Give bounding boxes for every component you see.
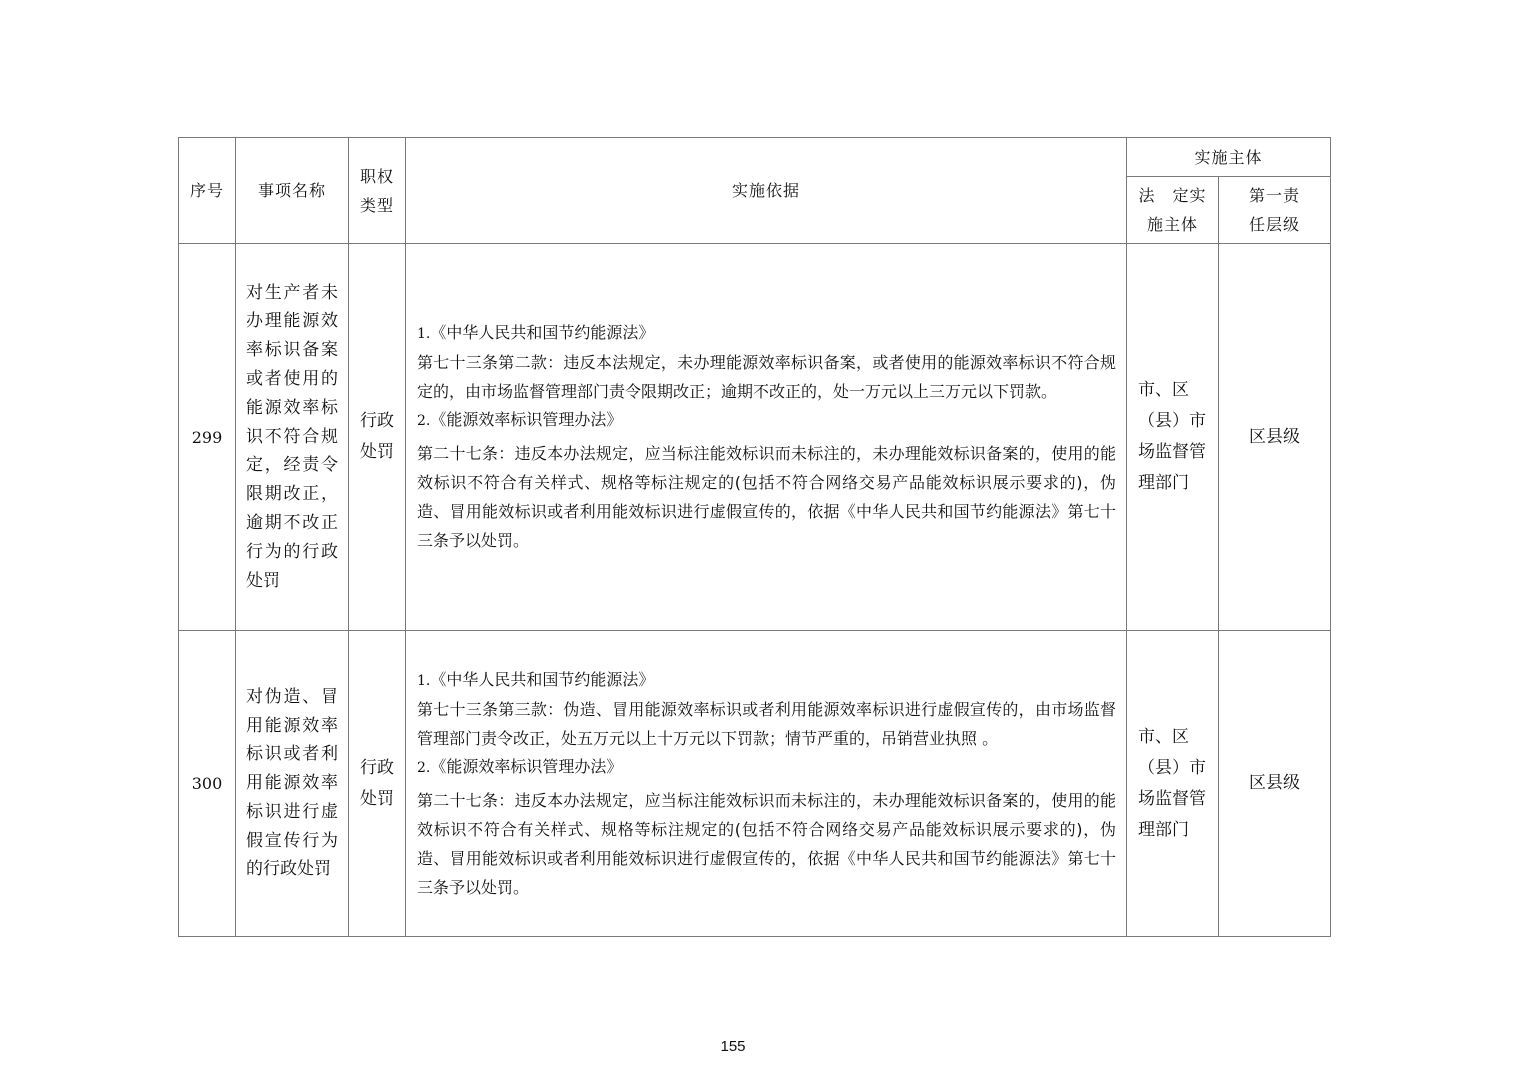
- header-first-level: 第一责任层级: [1219, 177, 1331, 244]
- header-basis: 实施依据: [406, 138, 1127, 244]
- row-legal-subject: 市、区（县）市场监督管理部门: [1127, 244, 1219, 631]
- header-type: 职权类型: [349, 138, 406, 244]
- row-first-level: 区县级: [1219, 631, 1331, 937]
- row-power-type: 行政处罚: [349, 631, 406, 937]
- row-first-level: 区县级: [1219, 244, 1331, 631]
- enforcement-table: [178, 137, 1331, 937]
- row-seq: 299: [179, 244, 236, 631]
- basis-law-title: 2.《能源效率标识管理办法》: [417, 410, 623, 429]
- row-basis: [406, 244, 1127, 631]
- row-seq: 300: [179, 631, 236, 937]
- row-power-type: 行政处罚: [349, 244, 406, 631]
- header-legal-subject: 法 定实施主体: [1127, 177, 1219, 244]
- header-seq: 序号: [179, 138, 236, 244]
- header-subject-group: 实施主体: [1127, 138, 1331, 177]
- page-number: 155: [720, 1038, 746, 1055]
- header-name: 事项名称: [236, 138, 349, 244]
- basis-article: 第二十七条：违反本办法规定，应当标注能效标识而未标注的，未办理能效标识备案的，使用的能效标识不符合有关样式、规格等标注规定的(包括不符合网络交易产品能效标识展示要求的)，伪造、冒用能效标识或者利用能效标识进行虚假宣传的，依据《中华人民共和国节约能源法》第七十三条予以处罚。: [417, 790, 1116, 897]
- basis-law-title: 1.《中华人民共和国节约能源法》: [417, 323, 655, 342]
- row-basis: [406, 631, 1127, 937]
- basis-article: 第二十七条：违反本办法规定，应当标注能效标识而未标注的，未办理能效标识备案的，使用的能效标识不符合有关样式、规格等标注规定的(包括不符合网络交易产品能效标识展示要求的)，伪造、冒用能效标识或者利用能效标识进行虚假宣传的，依据《中华人民共和国节约能源法》第七十三条予以处罚。: [417, 444, 1116, 550]
- row-item-name: 对伪造、冒用能源效率标识或者利用能源效率标识进行虚假宣传行为的行政处罚: [236, 631, 349, 937]
- table-row: [179, 244, 1331, 631]
- table-row: [179, 631, 1331, 937]
- basis-law-title: 1.《中华人民共和国节约能源法》: [417, 669, 655, 689]
- row-item-name: 对生产者未办理能源效率标识备案或者使用的能源效率标识不符合规定，经责令限期改正，逾期不改正行为的行政处罚: [236, 244, 349, 631]
- basis-article: 第七十三条第三款：伪造、冒用能源效率标识或者利用能源效率标识进行虚假宣传的，由市场监督管理部门责令改正，处五万元以上十万元以下罚款；情节严重的，吊销营业执照 。: [417, 699, 1116, 748]
- basis-article: 第七十三条第二款：违反本法规定，未办理能源效率标识备案，或者使用的能源效率标识不符合规定的，由市场监督管理部门责令限期改正；逾期不改正的，处一万元以上三万元以下罚款。: [417, 353, 1116, 401]
- row-legal-subject: 市、区（县）市场监督管理部门: [1127, 631, 1219, 937]
- basis-law-title: 2.《能源效率标识管理办法》: [417, 756, 623, 776]
